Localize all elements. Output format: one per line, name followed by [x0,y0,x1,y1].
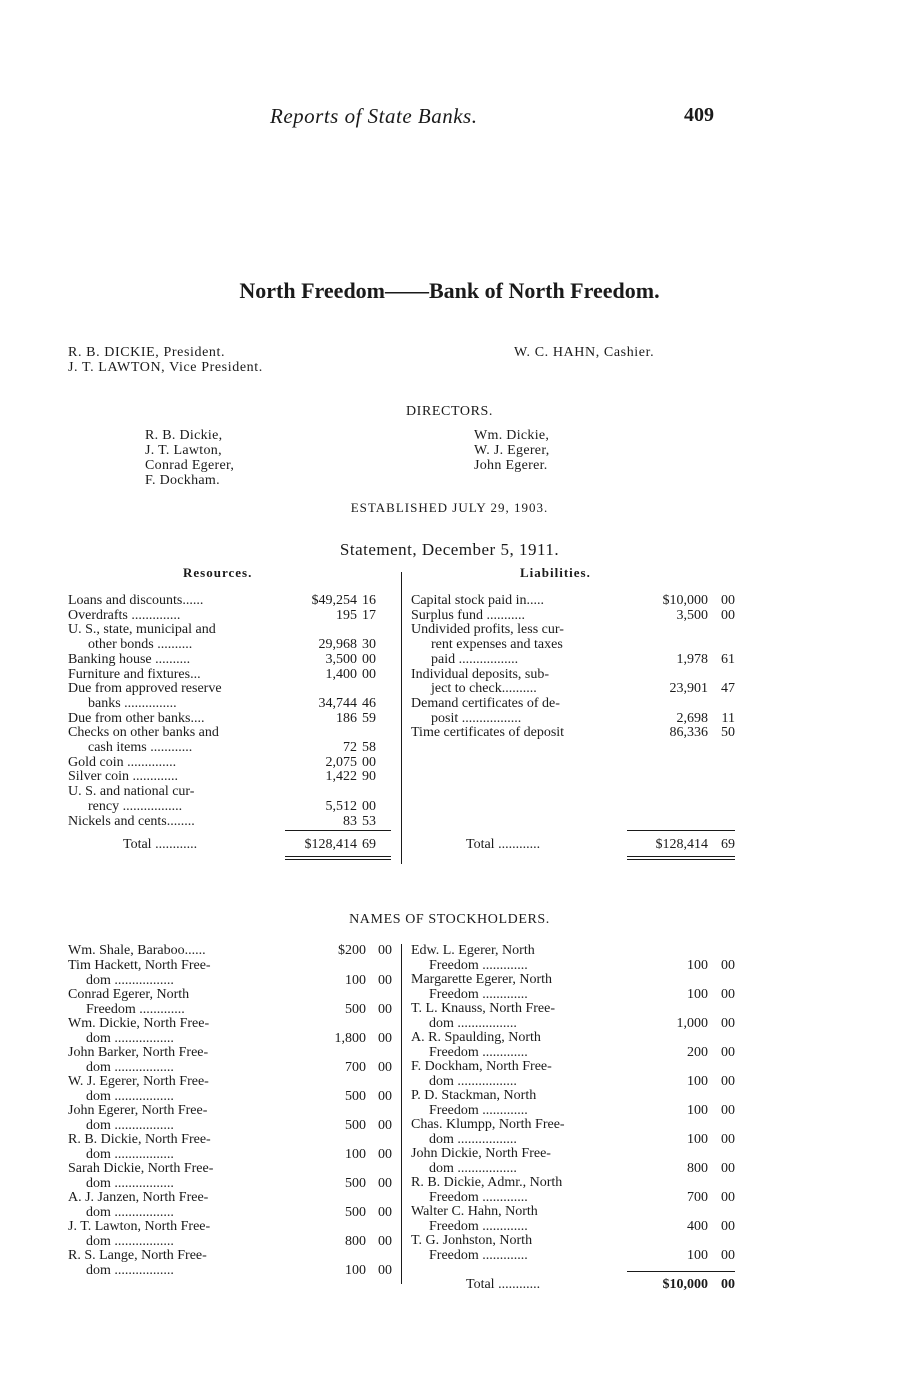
liabilities-row-amount: 3,500 [676,607,708,623]
liabilities-row-amount: $10,000 [662,593,708,608]
stockholder-name: T. G. Jonhston, North [411,1233,533,1248]
stockholder-amount: 500 [345,1204,366,1220]
stockholder-name-cont: dom ................. [86,1030,174,1046]
liabilities-row-amount: 86,336 [669,725,708,741]
stockholder-name: R. B. Dickie, North Free- [68,1132,211,1147]
stockholder-amount: $200 [338,943,366,958]
stockholder-cents: 00 [721,1218,735,1234]
stockholder-amount: 100 [687,1102,708,1118]
liabilities-row [411,712,741,726]
stockholder-name: R. S. Lange, North Free- [68,1248,207,1263]
stockholder-amount: 100 [687,986,708,1002]
resources-row [68,594,398,608]
stockholder-name-cont: dom ................. [429,1160,517,1176]
liabilities-row [411,682,741,696]
resources-table [68,594,398,834]
resources-row [68,697,398,711]
director-name: John Egerer. [474,458,548,473]
resources-row-cents: 90 [362,769,376,785]
liabilities-double-rule-bottom [627,859,735,860]
resources-row-amount: 186 [336,710,357,726]
liabilities-row [411,638,741,652]
resources-total-amount: $128,414 [304,837,357,852]
stockholder-name: F. Dockham, North Free- [411,1059,552,1074]
resources-row-amount: 29,968 [318,637,357,653]
stockholder-name-cont: dom ................. [86,1262,174,1278]
stockholder-name: Sarah Dickie, North Free- [68,1161,214,1176]
stockholder-amount: 500 [345,1088,366,1104]
liabilities-row-label: Time certificates of deposit [411,725,565,741]
liabilities-row-label: Capital stock paid in..... [411,593,544,608]
stockholder-cents: 00 [378,1030,392,1046]
stockholder-amount: 500 [345,1001,366,1017]
director-name: J. T. Lawton, [145,443,222,458]
stockholder-name-cont: Freedom ............. [86,1001,185,1017]
stockholder-name-cont: Freedom ............. [429,1189,528,1205]
resources-row-cents: 00 [362,651,376,667]
stockholder-name: A. J. Janzen, North Free- [68,1190,209,1205]
resources-row-label: Loans and discounts...... [68,593,204,608]
directors-right-column [474,428,550,473]
resources-row-label: Furniture and fixtures... [68,666,201,682]
stockholders-total-rule [627,1271,735,1272]
liabilities-total-label: Total ............ [466,837,541,852]
running-header-title: Reports of State Banks. [270,104,478,128]
stockholder-cents: 00 [721,1247,735,1263]
stockholder-name-cont: dom ................. [86,1204,174,1220]
resources-row-amount: 34,744 [318,695,357,711]
officer-president: R. B. DICKIE, President. [68,345,226,360]
stockholder-cents: 00 [721,1015,735,1031]
resources-row-cents: 00 [362,754,376,770]
stockholder-amount: 1,800 [334,1030,366,1046]
liabilities-row-cents: 61 [721,651,735,667]
liabilities-row-cents: 00 [721,607,735,623]
resources-row-amount: 195 [336,607,357,623]
liabilities-double-rule-top [627,856,735,857]
stockholder-cents: 00 [721,1131,735,1147]
stockholders-total-amount: $10,000 [662,1277,708,1292]
stockholder-name: Margarette Egerer, North [411,972,553,987]
stockholder-name-cont: dom ................. [86,1117,174,1133]
stockholder-name: Chas. Klumpp, North Free- [411,1117,565,1132]
stockholder-amount: 1,000 [676,1015,708,1031]
resources-row-amount: 2,075 [325,754,357,770]
stockholder-amount: 100 [345,1262,366,1278]
liabilities-total-rule [627,830,735,831]
stockholder-amount: 100 [345,1146,366,1162]
resources-total-label: Total ............ [123,837,198,852]
stockholder-amount: 400 [687,1218,708,1234]
stockholder-cents: 00 [378,1204,392,1220]
resources-row [68,815,398,829]
liabilities-row [411,594,741,608]
bank-title: North Freedom——Bank of North Freedom. [239,278,660,303]
resources-row-cents: 17 [362,607,376,623]
resources-row-amount: 72 [343,740,357,755]
resources-row-cents: 00 [362,798,376,814]
stockholder-name-cont: dom ................. [86,972,174,988]
stockholder-name: Edw. L. Egerer, North [411,943,535,958]
stockholder-cents: 00 [378,1175,392,1191]
stockholder-name: John Barker, North Free- [68,1045,209,1060]
stockholder-amount: 200 [687,1044,708,1060]
stockholder-name: P. D. Stackman, North [411,1088,537,1103]
stockholder-amount: 100 [687,1131,708,1147]
liabilities-row-label: rent expenses and taxes [431,637,563,653]
director-name: Wm. Dickie, [474,428,550,443]
stockholder-amount: 500 [345,1117,366,1133]
liabilities-row-label: Individual deposits, sub- [411,666,550,682]
stockholder-name-cont: dom ................. [86,1233,174,1249]
resources-row-amount: 3,500 [325,651,357,667]
director-name: R. B. Dickie, [145,428,223,443]
stockholder-name: Walter C. Hahn, North [411,1204,538,1219]
resources-row-label: cash items ............ [88,740,193,755]
stockholder-name: Tim Hackett, North Free- [68,958,211,973]
resources-row-cents: 58 [362,740,376,755]
resources-row [68,682,398,696]
resources-row-label: other bonds .......... [88,637,193,653]
resources-row [68,785,398,799]
stockholder-name: John Dickie, North Free- [411,1146,551,1161]
stockholder-name-cont: dom ................. [429,1015,517,1031]
liabilities-row-label: ject to check.......... [431,681,537,697]
stockholder-cents: 00 [378,1059,392,1075]
resources-row-cents: 46 [362,695,376,711]
resources-double-rule-top [285,856,391,857]
stockholder-name: John Egerer, North Free- [68,1103,208,1118]
stockholder-name-cont: dom ................. [86,1059,174,1075]
resources-row-cents: 00 [362,666,376,682]
stockholder-amount: 100 [687,1247,708,1263]
stockholder-name-cont: dom ................. [86,1088,174,1104]
stockholders-total-label: Total ............ [466,1277,541,1292]
stockholder-amount: 100 [687,1073,708,1089]
statement-column-divider [401,572,402,864]
stockholder-name-cont: Freedom ............. [429,986,528,1002]
stockholder-name: T. L. Knauss, North Free- [411,1001,555,1016]
resources-row [68,638,398,652]
resources-row-cents: 53 [362,813,376,829]
stockholder-name: Conrad Egerer, North [68,987,190,1002]
liabilities-row [411,609,741,623]
stockholder-cents: 00 [378,1262,392,1278]
resources-row-label: U. S. and national cur- [68,784,195,800]
stockholder-name-cont: Freedom ............. [429,1102,528,1118]
director-name: W. J. Egerer, [474,443,550,458]
stockholder-cents: 00 [378,1001,392,1017]
resources-row-label: Overdrafts .............. [68,607,181,623]
stockholder-cents: 00 [721,1160,735,1176]
page-number: 409 [684,104,714,126]
stockholder-cents: 00 [378,972,392,988]
resources-row [68,712,398,726]
resources-row-label: Silver coin ............. [68,769,179,785]
resources-row [68,741,398,755]
director-name: Conrad Egerer, [145,458,235,473]
stockholder-name-cont: Freedom ............. [429,957,528,973]
liabilities-total-cents: 69 [721,837,735,852]
liabilities-row [411,623,741,637]
liabilities-heading: Liabilities. [520,565,591,580]
stockholders-total-cents: 00 [721,1277,735,1292]
stockholder-cents: 00 [378,1117,392,1133]
stockholders-column-divider [401,944,402,1284]
resources-row-label: banks ............... [88,695,177,711]
liabilities-row-cents: 50 [721,725,735,741]
stockholder-cents: 00 [378,1088,392,1104]
stockholder-cents: 00 [378,1146,392,1162]
stockholder-cents: 00 [721,1102,735,1118]
statement-title: Statement, December 5, 1911. [339,540,560,559]
liabilities-row-amount: 1,978 [676,651,708,667]
resources-row [68,653,398,667]
resources-total-rule [285,830,391,831]
directors-left-column [145,428,234,488]
stockholder-cents: 00 [721,1189,735,1205]
resources-row-label: Due from other banks.... [68,710,205,726]
resources-row [68,726,398,740]
director-name: F. Dockham. [145,473,220,488]
stockholder-amount: 800 [345,1233,366,1249]
resources-heading: Resources. [183,565,253,580]
stockholder-cents: 00 [721,957,735,973]
resources-row-label: Checks on other banks and [68,725,219,741]
established-date: ESTABLISHED JULY 29, 1903. [350,500,549,515]
resources-row-amount: 5,512 [325,798,357,814]
liabilities-row-cents: 00 [721,593,735,608]
liabilities-row [411,668,741,682]
liabilities-row-amount: 2,698 [676,710,708,726]
resources-row [68,623,398,637]
stockholder-name-cont: dom ................. [429,1131,517,1147]
resources-row-amount: 1,400 [325,666,357,682]
stockholder-name-cont: Freedom ............. [429,1247,528,1263]
liabilities-total-amount: $128,414 [655,837,708,852]
liabilities-row [411,653,741,667]
stockholder-name: Wm. Dickie, North Free- [68,1016,210,1031]
resources-row-amount: $49,254 [311,593,357,608]
resources-row-label: Banking house .......... [68,651,191,667]
resources-double-rule-bottom [285,859,391,860]
resources-row [68,609,398,623]
stockholder-name: W. J. Egerer, North Free- [68,1074,209,1089]
liabilities-row-label: Undivided profits, less cur- [411,622,564,638]
stockholder-name-cont: dom ................. [86,1146,174,1162]
stockholder-amount: 500 [345,1175,366,1191]
liabilities-row [411,726,741,740]
stockholder-name: J. T. Lawton, North Free- [68,1219,211,1234]
resources-total-cents: 69 [362,837,376,852]
stockholder-cents: 00 [378,943,392,958]
resources-row-label: rency ................. [88,798,183,814]
stockholder-name: Wm. Shale, Baraboo...... [68,943,206,958]
liabilities-table [411,594,741,834]
liabilities-row-cents: 11 [721,710,735,726]
resources-row-cents: 16 [362,593,376,608]
liabilities-row [411,697,741,711]
stockholder-cents: 00 [721,986,735,1002]
stockholder-cents: 00 [378,1233,392,1249]
resources-row-cents: 59 [362,710,376,726]
resources-row-label: Gold coin .............. [68,754,177,770]
resources-row-label: U. S., state, municipal and [68,622,216,638]
stockholder-name: R. B. Dickie, Admr., North [411,1175,563,1190]
stockholder-name: A. R. Spaulding, North [411,1030,541,1045]
resources-row [68,668,398,682]
resources-row [68,756,398,770]
stockholder-amount: 100 [345,972,366,988]
directors-heading: DIRECTORS. [405,404,494,419]
resources-row-label: Due from approved reserve [68,681,222,697]
resources-row-label: Nickels and cents........ [68,813,195,829]
stockholder-name-cont: Freedom ............. [429,1218,528,1234]
stockholder-amount: 700 [345,1059,366,1075]
stockholder-amount: 100 [687,957,708,973]
liabilities-row-label: Surplus fund ........... [411,607,525,623]
officer-vice-president: J. T. LAWTON, Vice President. [68,360,263,375]
stockholder-amount: 700 [687,1189,708,1205]
officer-cashier: W. C. HAHN, Cashier. [514,345,655,360]
liabilities-row-label: posit ................. [431,710,522,726]
liabilities-row-label: Demand certificates of de- [411,695,560,711]
stockholder-amount: 800 [687,1160,708,1176]
resources-row [68,800,398,814]
stockholder-cents: 00 [721,1073,735,1089]
resources-row [68,770,398,784]
stockholder-name-cont: dom ................. [429,1073,517,1089]
stockholder-name-cont: dom ................. [86,1175,174,1191]
resources-row-amount: 83 [343,813,357,829]
stockholder-cents: 00 [721,1044,735,1060]
stockholders-left-list [68,944,398,1284]
stockholder-name-cont: Freedom ............. [429,1044,528,1060]
resources-row-cents: 30 [362,637,376,653]
resources-row-amount: 1,422 [325,769,357,785]
liabilities-row-amount: 23,901 [669,681,708,697]
stockholders-heading: NAMES OF STOCKHOLDERS. [349,912,550,927]
stockholders-right-list [411,944,741,1264]
liabilities-row-label: paid ................. [431,651,519,667]
liabilities-row-cents: 47 [721,681,735,697]
